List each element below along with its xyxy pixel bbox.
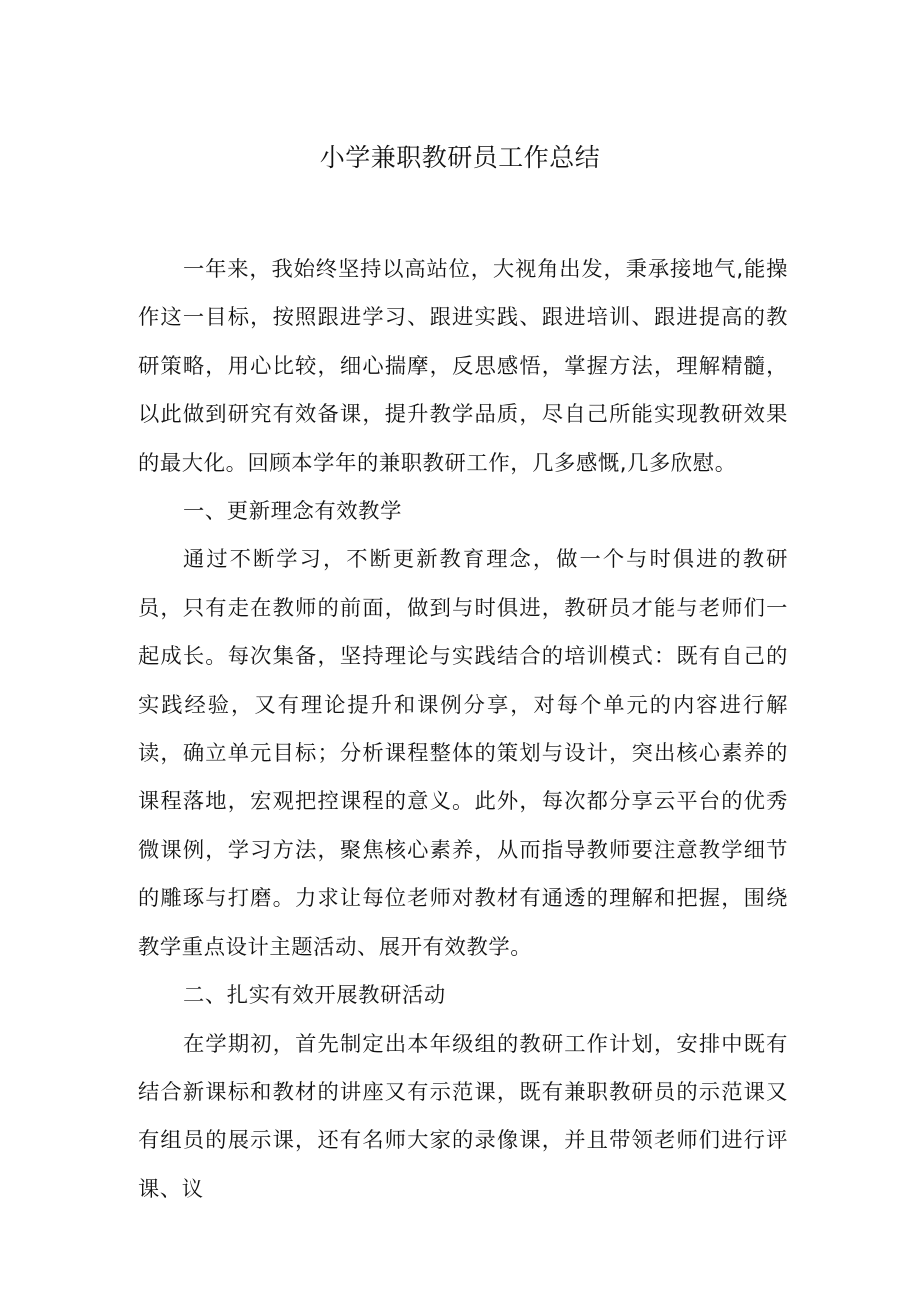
section-heading-2: 二、扎实有效开展教研活动: [183, 983, 446, 1009]
section-1-paragraph: 通过不断学习，不断更新教育理念，做一个与时俱进的教研员，只有走在教师的前面，做到与时俱进，教研员才能与老师们一起成长。每次集备，坚持理论与实践结合的培训模式：既有自己的实践经验，又有理论提升和课例分享，对每个单元的内容进行解读，确立单元目标；分析课程整体的策划与设计，突出核心素养的课程落地，宏观把控课程的意义。此外，每次都分享云平台的优秀微课例，学习方法，聚焦核心素养，从而指导教师要注意教学细节的雕琢与打磨。力求让每位老师对教材有通透的理解和把握，围绕教学重点设计主题活动、展开有效教学。: [138, 547, 788, 960]
intro-paragraph: 一年来，我始终坚持以高站位，大视角出发，秉承接地气,能操作这一目标，按照跟进学习、跟进实践、跟进培训、跟进提高的教研策略，用心比较，细心揣摩，反思感悟，掌握方法，理解精髓，以此做到研究有效备课，提升教学品质，尽自己所能实现教研效果的最大化。回顾本学年的兼职教研工作，几多感慨,几多欣慰。: [138, 257, 788, 476]
document-title: 小学兼职教研员工作总结: [319, 143, 601, 172]
document-body: [138, 246, 788, 1214]
section-2-paragraph: 在学期初，首先制定出本年级组的教研工作计划，安排中既有结合新课标和教材的讲座又有示范课，既有兼职教研员的示范课又有组员的展示课，还有名师大家的录像课，并且带领老师们进行评课、议: [138, 1031, 788, 1202]
section-heading-1: 一、更新理念有效教学: [183, 499, 402, 525]
